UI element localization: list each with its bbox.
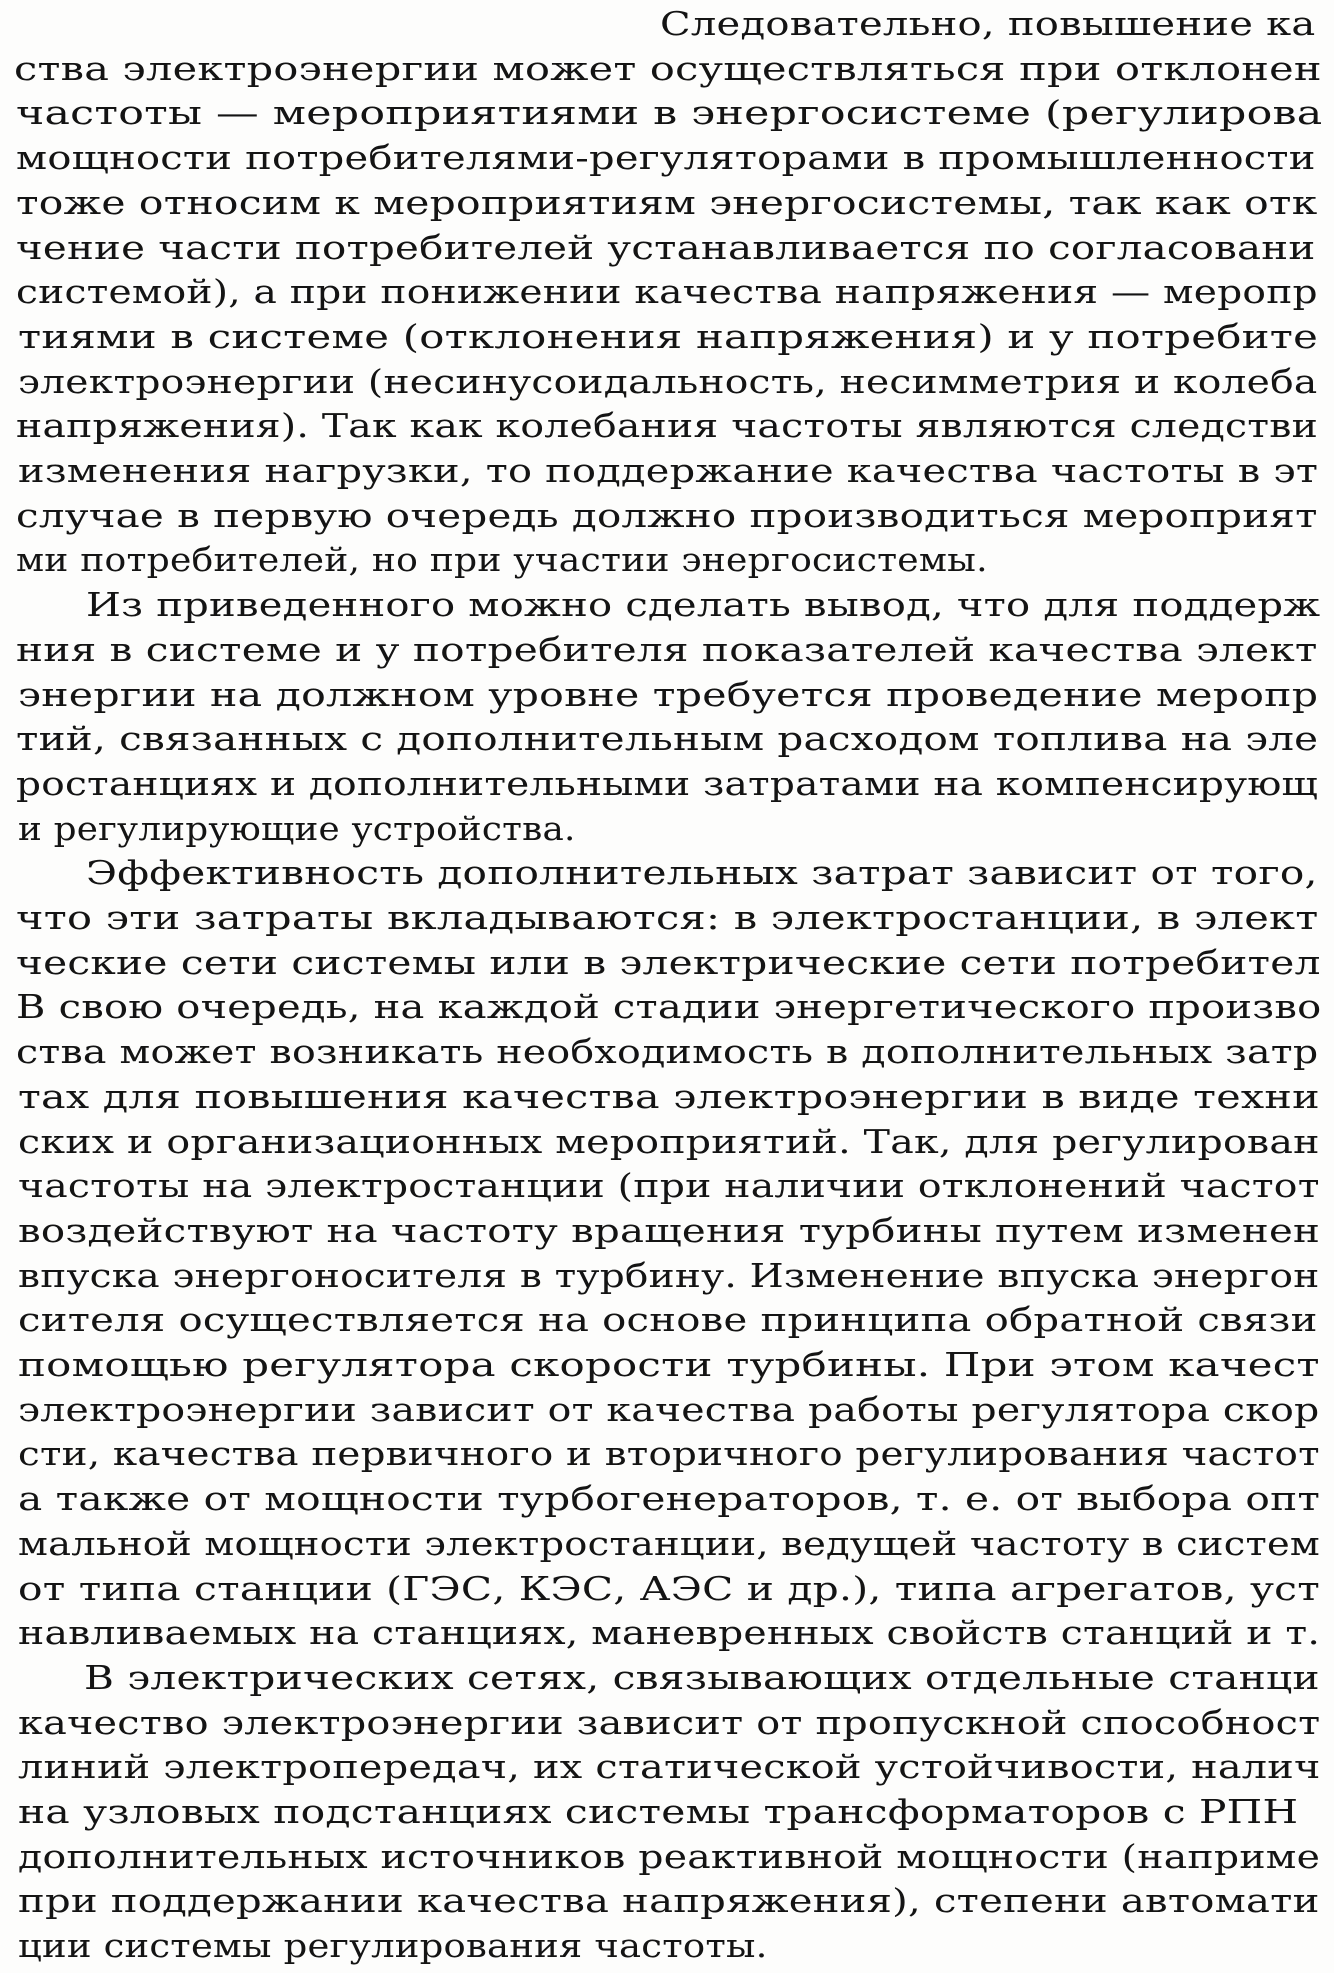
text-line: ческие сети системы или в электрические сети потребител [16,942,1321,982]
text-line: тий, связанных с дополнительным расходом топлива на эле [16,719,1319,759]
text-line: напряжения). Так как колебания частоты являются следстви [16,406,1319,446]
text-line: электроэнергии зависит от качества работы регулятора скор [18,1389,1320,1429]
text-line: случае в первую очередь должно производиться мероприят [16,495,1318,535]
text-line: помощью регулятора скорости турбины. При этом качест [18,1345,1320,1384]
text-line: Из приведенного можно сделать вывод, что для поддерж [86,585,1321,625]
text-line: частоты — мероприятиями в энергосистеме (регулирова [16,93,1323,133]
text-line: и регулирующие устройства. [18,808,576,848]
text-line: ства электроэнергии может осуществляться при отклонен [14,48,1322,88]
text-line: сти, качества первичного и вторичного регулирования частот [18,1434,1320,1474]
text-line: дополнительных источников реактивной мощности (наприме [18,1836,1321,1876]
text-line: а также от мощности турбогенераторов, т. е. от выбора опт [18,1479,1321,1519]
text-line: тах для повышения качества электроэнергии в виде техни [18,1076,1320,1116]
text-line: ских и организационных мероприятий. Так, для регулирован [18,1121,1320,1161]
text-line: мощности потребителями-регуляторами в промышленности [16,138,1316,178]
text-line: впуска энергоносителя в турбину. Изменение впуска энергон [18,1255,1320,1295]
text-line: ростанциях и дополнительными затратами на компенсирующ [16,763,1319,803]
text-line: энергии на должном уровне требуется проведение меропр [18,674,1319,714]
text-line: В электрических сетях, связывающих отдельные станци [84,1657,1320,1697]
text-line: качество электроэнергии зависит от пропускной способност [18,1702,1321,1742]
text-line: линий электропередач, их статической устойчивости, налич [18,1747,1321,1787]
text-line: воздействуют на частоту вращения турбины путем изменен [18,1210,1321,1250]
text-line: Следовательно, повышение ка [660,4,1316,43]
text-line: частоты на электростанции (при наличии отклонений частот [18,1166,1320,1206]
text-line: системой), а при понижении качества напряжения — меропр [16,272,1318,312]
text-line: тиями в системе (отклонения напряжения) и у потребите [18,316,1319,356]
text-line: от типа станции (ГЭС, КЭС, АЭС и др.), типа агрегатов, уст [18,1568,1321,1608]
text-line: ства может возникать необходимость в дополнительных затр [16,1032,1319,1072]
text-line: ми потребителей, но при участии энергосистемы. [16,540,988,580]
text-line: мальной мощности электростанции, ведущей частоту в систем [18,1523,1321,1563]
text-line: ции системы регулирования частоты. [18,1926,768,1966]
text-line: что эти затраты вкладываются: в электростанции, в элект [16,898,1319,937]
text-line: при поддержании качества напряжения), степени автомати [18,1881,1320,1921]
text-line: чение части потребителей устанавливается по согласовани [16,227,1316,267]
text-line: Эффективность дополнительных затрат зависит от того, [86,853,1318,893]
text-line: ния в системе и у потребителя показателей качества элект [16,629,1318,669]
text-line: на узловых подстанциях системы трансформаторов с РПН [18,1792,1299,1831]
text-line: электроэнергии (несинусоидальность, несимметрия и колеба [18,361,1318,401]
text-line: изменения нагрузки, то поддержание качества частоты в эт [18,451,1319,490]
text-line: тоже относим к мероприятиям энергосистемы, так как отк [16,182,1318,222]
text-line: В свою очередь, на каждой стадии энергетического произво [16,987,1322,1027]
text-line: сителя осуществляется на основе принципа обратной связи [18,1300,1318,1340]
text-line: навливаемых на станциях, маневренных свойств станций и т. [18,1613,1321,1653]
